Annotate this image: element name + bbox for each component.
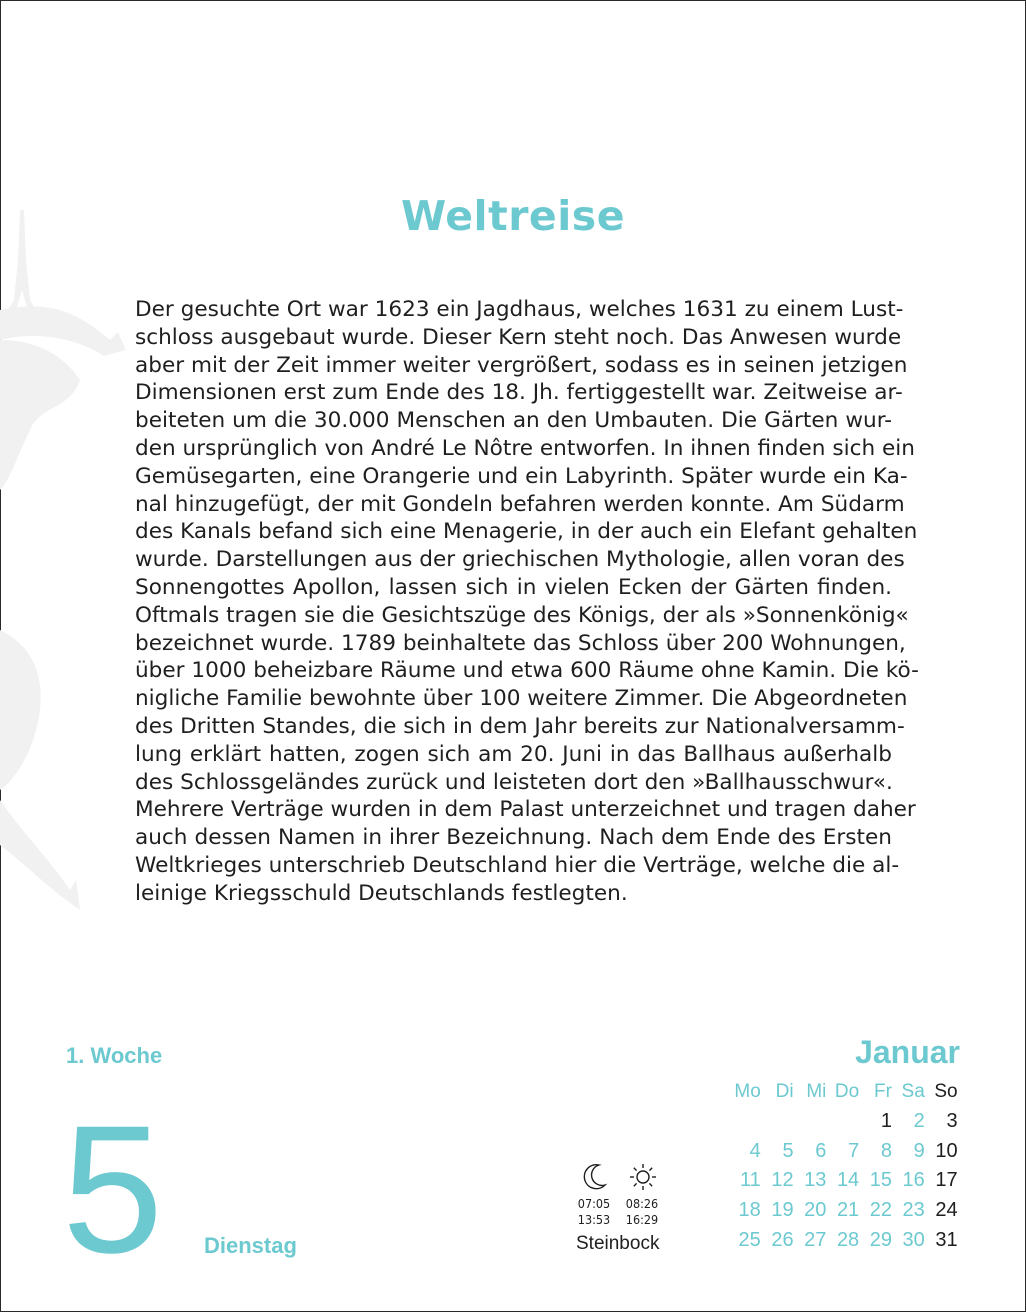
calendar-day [826, 1107, 859, 1137]
calendar-day: 3 [946, 1109, 958, 1132]
calendar-day: 16 [902, 1169, 925, 1192]
week-label: 1. Woche [66, 1043, 163, 1068]
text-line: schloss ausgebaut wurde. Dieser Kern steht noch. Das Anwesen wurde [135, 324, 902, 350]
calendar-day: 29 [869, 1228, 892, 1251]
calendar-week-row [728, 1166, 963, 1196]
text-line: bezeichnet wurde. 1789 beinhaltete das Schloss über 200 Wohnungen, [135, 630, 906, 656]
text-line: des Schlossgeländes zurück und leisteten dort den »Ballhausschwur«. [135, 769, 893, 795]
calendar-day: 17 [935, 1169, 958, 1192]
calendar-day: 21 [836, 1199, 860, 1222]
calendar-day: 6 [815, 1139, 827, 1162]
calendar-day: 11 [740, 1169, 761, 1192]
crescent-moon-icon [580, 1162, 610, 1192]
calendar-day: 22 [869, 1199, 892, 1222]
moon-rise: 07:05 [577, 1196, 611, 1211]
calendar-day: 18 [738, 1199, 761, 1222]
page-title: Weltreise [400, 192, 625, 240]
calendar-weekday: So [934, 1081, 958, 1102]
calendar-day: 4 [749, 1139, 761, 1162]
text-line: beiteten um die 30.000 Menschen an den Umbauten. Die Gärten wur- [135, 408, 892, 434]
text-line: Mehrere Verträge wurden in dem Palast unterzeichnet und tragen daher [135, 797, 916, 823]
text-line: Dimensionen erst zum Ende des 18. Jh. fertiggestellt war. Zeitweise ar- [135, 380, 903, 406]
calendar-day: 28 [836, 1228, 860, 1251]
calendar-day: 9 [913, 1139, 925, 1162]
calendar-day: 23 [902, 1199, 925, 1222]
calendar-day: 24 [935, 1199, 958, 1222]
calendar-day: 5 [782, 1139, 794, 1162]
calendar-weekday: Fr [874, 1081, 892, 1102]
calendar-month-title: Januar [855, 1034, 960, 1070]
sun-rise: 08:26 [625, 1196, 659, 1211]
article-text [135, 296, 919, 908]
calendar-day: 10 [935, 1139, 958, 1162]
calendar-day: 2 [913, 1109, 925, 1132]
text-line: des Dritten Standes, die sich in dem Jahr bereits zur Nationalversamm- [135, 713, 905, 739]
calendar-day: 14 [836, 1169, 860, 1192]
text-line: auch dessen Namen in ihrer Bezeichnung. Nach dem Ende des Ersten [135, 825, 892, 851]
calendar-day: 30 [902, 1228, 925, 1251]
text-line: lung erklärt hatten, zogen sich am 20. Juni in das Ballhaus außerhalb [135, 741, 892, 767]
text-line: wurde. Darstellungen aus der griechischen Mythologie, allen voran des [135, 547, 905, 573]
text-line: des Kanals befand sich eine Menagerie, in der auch ein Elefant gehalten [135, 519, 918, 545]
text-line: über 1000 beheizbare Räume und etwa 600 Räume ohne Kamin. Die kö- [135, 658, 919, 684]
moon-set: 13:53 [577, 1212, 611, 1227]
calendar-day: 15 [869, 1169, 892, 1192]
calendar-weekday: Mi [806, 1081, 827, 1102]
calendar-weekday: Di [775, 1081, 794, 1102]
text-line: Der gesuchte Ort war 1623 ein Jagdhaus, welches 1631 zu einem Lust- [135, 297, 904, 322]
calendar-week-row [728, 1226, 963, 1256]
calendar-day: 27 [804, 1228, 827, 1251]
calendar-day [728, 1107, 761, 1137]
moon-times [572, 1196, 616, 1228]
calendar-week-row [728, 1137, 963, 1167]
calendar-weekday: Mo [734, 1081, 761, 1102]
text-line: Weltkrieges unterschrieb Deutschland hier die Verträge, welche die al- [135, 852, 900, 878]
day-number: 5 [62, 1087, 164, 1291]
sun-icon [628, 1162, 658, 1192]
sun-set: 16:29 [625, 1212, 659, 1227]
calendar-weekday: Do [834, 1081, 860, 1102]
calendar-day: 12 [771, 1169, 794, 1192]
calendar-day: 1 [880, 1109, 892, 1132]
globe-skyline-watermark [0, 190, 140, 930]
text-line: nal hinzugefügt, der mit Gondeln befahren werden konnte. Am Südarm [135, 491, 905, 517]
calendar-day: 19 [771, 1199, 794, 1222]
text-line: Sonnengottes Apollon, lassen sich in vielen Ecken der Gärten finden. [135, 574, 892, 600]
text-line: Gemüsegarten, eine Orangerie und ein Labyrinth. Später wurde ein Ka- [135, 463, 908, 489]
calendar-week-row [728, 1196, 963, 1226]
text-line: aber mit der Zeit immer weiter vergrößert, sodass es in seinen jetzigen [135, 352, 908, 378]
calendar-day: 25 [738, 1228, 761, 1251]
calendar-weekday-header [728, 1077, 963, 1107]
calendar-day: 8 [880, 1139, 892, 1162]
calendar-day: 31 [935, 1228, 958, 1251]
mini-calendar [728, 1077, 963, 1256]
calendar-day: 7 [848, 1139, 860, 1162]
text-line: den ursprünglich von André Le Nôtre entworfen. In ihnen finden sich ein [135, 435, 915, 461]
text-line: nigliche Familie bewohnte über 100 weitere Zimmer. Die Abgeordneten [135, 686, 908, 712]
calendar-day: 20 [804, 1199, 827, 1222]
sun-times [620, 1196, 664, 1228]
calendar-week-row [728, 1107, 963, 1137]
calendar-weekday: Sa [901, 1081, 925, 1102]
zodiac-sign: Steinbock [576, 1233, 660, 1254]
calendar-day: 26 [771, 1228, 794, 1251]
text-line: leinige Kriegsschuld Deutschlands festlegten. [135, 880, 628, 906]
calendar-day: 13 [804, 1169, 827, 1192]
weekday-label: Dienstag [204, 1233, 297, 1258]
calendar-day [794, 1107, 827, 1137]
calendar-day [761, 1107, 794, 1137]
text-line: Oftmals tragen sie die Gesichtszüge des Königs, der als »Sonnenkönig« [135, 602, 909, 628]
